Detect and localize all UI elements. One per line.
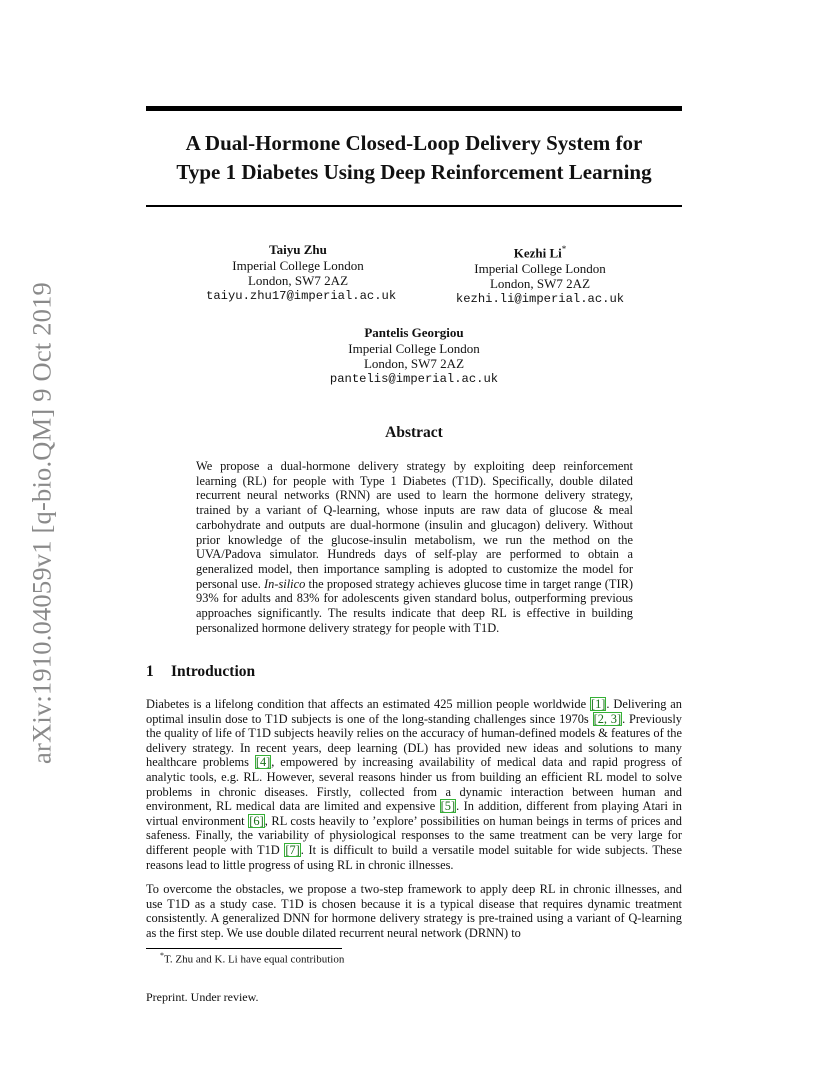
author-email[interactable]: taiyu.zhu17@imperial.ac.uk: [206, 288, 397, 303]
citation-link[interactable]: [7]: [285, 842, 300, 857]
abstract-body: [196, 459, 633, 635]
author-block-1: [206, 242, 397, 304]
arxiv-stamp: arXiv:1910.04059v1 [q-bio.QM] 9 Oct 2019: [26, 281, 57, 764]
abstract-text-2: the proposed strategy achieves glucose time in target range (TIR) 93% for adults and 83% for adolescents given standard bolus, outperforming previous approaches significantly. The results indicate that deep RL is effective in building personalized hormone delivery strategy for people with T1D.: [196, 576, 633, 635]
citation-link[interactable]: [1]: [590, 697, 606, 711]
section-title: Introduction: [171, 663, 256, 680]
title-line-2: Type 1 Diabetes Using Deep Reinforcement Learning: [176, 160, 652, 184]
title-line-1: A Dual-Hormone Closed-Loop Delivery System for: [185, 131, 643, 155]
equal-contribution-mark: *: [561, 244, 567, 254]
author-name-row: [440, 242, 640, 261]
citation-link[interactable]: [6]: [249, 813, 264, 828]
author-address: London, SW7 2AZ: [363, 356, 465, 371]
footnote-text: T. Zhu and K. Li have equal contribution: [164, 953, 345, 966]
author-email[interactable]: kezhi.li@imperial.ac.uk: [455, 291, 625, 306]
section-heading: [146, 663, 255, 681]
author-name: Taiyu Zhu: [269, 242, 327, 257]
abstract-heading: Abstract: [385, 424, 443, 441]
title-top-rule: [146, 106, 682, 111]
footnote-mark: *: [160, 951, 164, 960]
author-affiliation: Imperial College London: [348, 340, 480, 356]
abstract-text-1: We propose a dual-hormone delivery strategy by exploiting deep reinforcement learning (RL) for people with Type 1 Diabetes (T1D). Specifically, double dilated recurrent neural networks (RNN) are used to learn the hormone delivery strategy, trained by a variant of Q-learning, whose inputs are raw data of glucose & meal carbohydrate and outputs are dual-hormone (insulin and glucagon) delivery. Without prior knowledge of the glucose-insulin metabolism, we run the method on the UVA/Padova simulator. Hundreds days of self-play are performed to obtain a generalized model, then importance sampling is adopted to customize the model for personal use.: [196, 459, 633, 591]
footnote: [160, 951, 344, 966]
author-affiliation: Imperial College London: [474, 260, 606, 276]
author-email[interactable]: pantelis@imperial.ac.uk: [329, 371, 499, 386]
author-address: London, SW7 2AZ: [247, 273, 349, 288]
section-number: 1: [146, 663, 154, 680]
preprint-notice: Preprint. Under review.: [146, 990, 259, 1004]
author-block-3: [314, 325, 514, 387]
citation-link[interactable]: [5]: [440, 799, 456, 814]
footnote-rule: [146, 948, 342, 949]
abstract-italic: In-silico: [264, 576, 306, 591]
author-block-2: [440, 242, 640, 307]
citation-link[interactable]: [4]: [255, 755, 271, 770]
author-name: Pantelis Georgiou: [364, 325, 464, 340]
title-bottom-rule: [146, 205, 682, 207]
author-affiliation: Imperial College London: [232, 257, 364, 273]
paper-title: [146, 129, 682, 187]
citation-link[interactable]: [2, 3]: [593, 711, 622, 726]
intro-paragraph-2: To overcome the obstacles, we propose a two-step framework to apply deep RL in chronic illnesses, and use T1D as a study case. T1D is chosen because it is a typical disease that requires dynamic treatment consistently. A generalized DNN for hormone delivery strategy is pre-trained using a variant of Q-learning as the first step. We use double dilated recurrent neural network (DRNN) to: [146, 882, 682, 940]
intro-paragraph-1: Diabetes is a lifelong condition that affects an estimated 425 million people worldwide [1]. Delivering an optimal insulin dose to T1D subjects is one of the long-standing challenges since 1970s [2, 3]. Previously the quality of life of T1D subjects heavily relies on the accuracy of human-defined models & features of the delivery strategy. In recent years, deep learning (DL) has provided new ideas and solutions to many healthcare problems [4], empowered by increasing availability of medical data and rapid progress of analytic tools, e.g. RL. However, several reasons hinder us from building an efficient RL model to solve problems in chronic diseases. Firstly, collected from a dynamic interaction between human and environment, RL medical data are limited and expensive [5]. In addition, different from playing Atari in virtual environment [6], RL costs heavily to ’explore’ possibilities on human beings in terms of prices and safeness. Finally, the variability of physiological responses to the same treatment can be very large for different people with T1D [7]. It is difficult to build a versatile model suitable for wide subjects. These reasons lead to little progress of using RL in chronic illnesses.: [146, 697, 683, 872]
author-name: Kezhi Li: [513, 245, 562, 261]
author-address: London, SW7 2AZ: [489, 276, 591, 292]
